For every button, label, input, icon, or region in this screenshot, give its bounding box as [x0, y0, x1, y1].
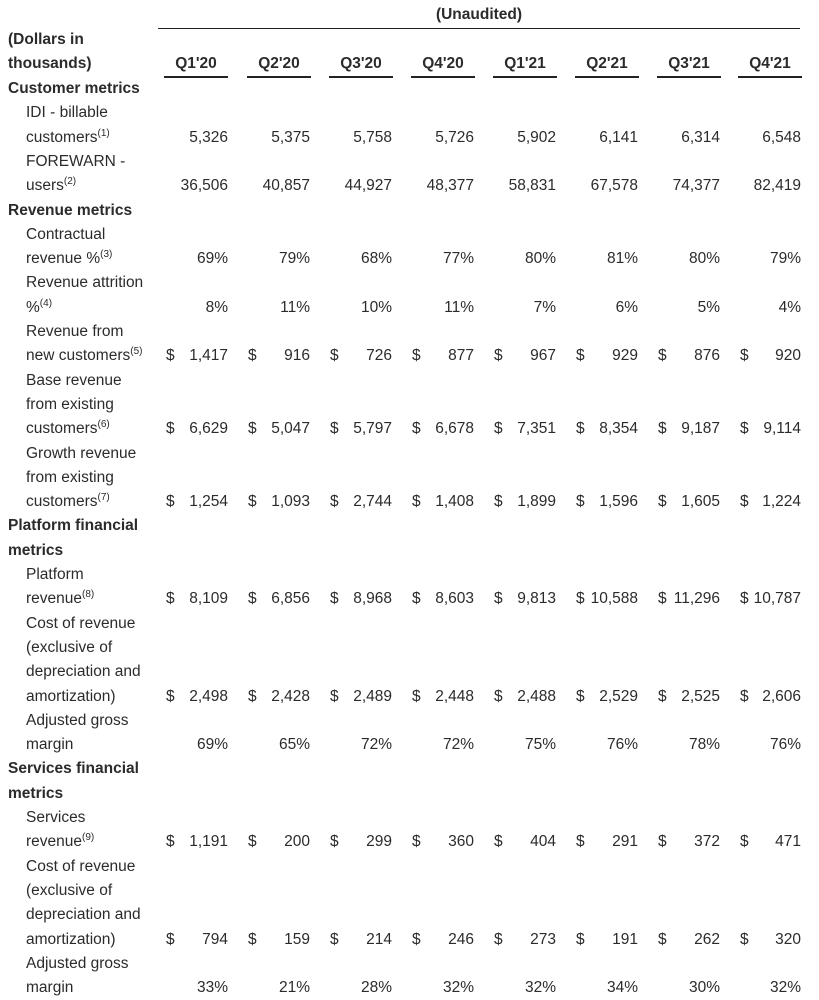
- currency-symbol: $: [248, 687, 257, 705]
- row-label: [26, 247, 112, 271]
- currency-symbol: $: [330, 687, 339, 705]
- row-label-text: new customers: [26, 347, 131, 365]
- unaudited-header: (Unaudited): [158, 0, 800, 29]
- currency-symbol: $: [740, 493, 749, 511]
- row-label: [26, 587, 94, 611]
- footnote-marker: (5): [130, 346, 143, 358]
- row-label-text: IDI - billable: [26, 104, 108, 122]
- currency-symbol: $: [412, 687, 421, 705]
- row-label-text: from existing: [26, 468, 114, 486]
- table-cell: 5,758: [353, 128, 392, 146]
- row-label: [26, 466, 114, 490]
- table-cell: 72%: [360, 736, 392, 754]
- table-cell: 8%: [205, 298, 228, 316]
- row-label-text: (exclusive of: [26, 881, 113, 899]
- row-label: [26, 636, 112, 660]
- table-cell: 2,498: [189, 687, 228, 705]
- quarter-header: Q4'21: [738, 52, 802, 78]
- table-cell: 2,606: [762, 687, 801, 705]
- row-label: [26, 976, 73, 1000]
- currency-symbol: $: [740, 590, 749, 608]
- currency-symbol: $: [494, 347, 503, 365]
- footnote-marker: (4): [39, 297, 53, 309]
- table-cell: 77%: [442, 250, 474, 268]
- currency-symbol: $: [248, 590, 257, 608]
- row-label: [26, 126, 110, 150]
- table-cell: 214: [366, 930, 392, 948]
- section-title: metrics: [8, 784, 64, 802]
- row-label-text: from existing: [26, 395, 114, 413]
- row-label-text: depreciation and: [26, 663, 141, 681]
- table-cell: 2,489: [353, 687, 392, 705]
- row-label-text: Growth revenue: [26, 444, 137, 462]
- currency-symbol: $: [330, 833, 339, 851]
- section-title: Customer metrics: [8, 80, 140, 97]
- row-label-text: revenue: [26, 590, 83, 608]
- row-label: [26, 296, 52, 320]
- table-cell: 1,596: [599, 493, 638, 511]
- table-cell: 191: [612, 930, 638, 948]
- currency-symbol: $: [330, 347, 339, 365]
- table-cell: 1,417: [189, 347, 228, 365]
- row-label-text: FOREWARN -: [26, 152, 126, 170]
- currency-symbol: $: [412, 420, 421, 438]
- currency-symbol: $: [248, 493, 257, 511]
- row-label-text: depreciation and: [26, 906, 141, 924]
- footnote-marker: (9): [82, 832, 95, 844]
- table-cell: 81%: [606, 250, 638, 268]
- table-cell: 299: [366, 833, 392, 851]
- row-label-text: revenue %: [26, 250, 101, 268]
- table-cell: 21%: [278, 979, 310, 997]
- table-cell: 404: [530, 833, 556, 851]
- table-cell: 2,428: [271, 687, 310, 705]
- currency-symbol: $: [330, 420, 339, 438]
- currency-symbol: $: [576, 493, 585, 511]
- table-cell: 2,448: [435, 687, 474, 705]
- quarter-header: Q4'20: [411, 52, 475, 78]
- currency-symbol: $: [658, 590, 667, 608]
- footnote-marker: (7): [97, 491, 110, 503]
- row-label: [26, 733, 73, 757]
- footnote-marker: (1): [97, 127, 110, 139]
- table-cell: 320: [775, 930, 801, 948]
- table-cell: 9,813: [517, 590, 556, 608]
- table-cell: 726: [366, 347, 392, 365]
- table-cell: 10,588: [590, 590, 638, 608]
- table-cell: 1,191: [189, 833, 228, 851]
- row-label-text: amortization): [26, 687, 116, 705]
- table-cell: 2,525: [681, 687, 720, 705]
- currency-symbol: $: [166, 833, 175, 851]
- table-cell: 876: [694, 347, 720, 365]
- row-label: [26, 563, 84, 587]
- row-label: [26, 952, 129, 976]
- table-cell: 9,187: [681, 420, 720, 438]
- table-cell: 246: [448, 930, 474, 948]
- table-cell: 8,109: [189, 590, 228, 608]
- table-cell: 200: [284, 833, 310, 851]
- table-cell: 7%: [533, 298, 556, 316]
- table-cell: 8,968: [353, 590, 392, 608]
- table-cell: 76%: [769, 736, 801, 754]
- quarter-header: Q2'21: [575, 52, 639, 78]
- table-cell: 360: [448, 833, 474, 851]
- table-cell: 65%: [278, 736, 310, 754]
- currency-symbol: $: [658, 930, 667, 948]
- table-cell: 5,047: [271, 420, 310, 438]
- row-label: [26, 150, 125, 174]
- row-label: [26, 830, 94, 854]
- footnote-marker: (6): [97, 419, 110, 431]
- table-cell: 33%: [196, 979, 228, 997]
- row-label: [26, 612, 135, 636]
- units-label-line: thousands): [8, 55, 92, 72]
- currency-symbol: $: [494, 833, 503, 851]
- table-cell: 68%: [360, 250, 392, 268]
- row-label-text: Services: [26, 809, 86, 826]
- currency-symbol: $: [494, 687, 503, 705]
- currency-symbol: $: [576, 833, 585, 851]
- table-cell: 10,787: [753, 590, 801, 608]
- table-cell: 8,354: [599, 420, 638, 438]
- footnote-marker: (3): [100, 248, 113, 260]
- units-label-line: (Dollars in: [8, 31, 84, 48]
- table-cell: 1,605: [681, 493, 720, 511]
- currency-symbol: $: [412, 833, 421, 851]
- currency-symbol: $: [330, 590, 339, 608]
- section-title: Platform financial: [8, 517, 139, 535]
- currency-symbol: $: [248, 833, 257, 851]
- row-label-text: Platform: [26, 566, 84, 583]
- table-cell: 291: [612, 833, 638, 851]
- row-label-text: customers: [26, 128, 98, 146]
- currency-symbol: $: [412, 493, 421, 511]
- quarter-header: Q1'21: [493, 52, 557, 78]
- currency-symbol: $: [412, 590, 421, 608]
- table-cell: 78%: [688, 736, 720, 754]
- table-cell: 1,408: [435, 493, 474, 511]
- table-cell: 69%: [196, 250, 228, 268]
- row-label-text: Adjusted gross: [26, 711, 129, 729]
- row-label-text: Cost of revenue: [26, 614, 136, 632]
- row-label: [26, 709, 129, 733]
- table-cell: 67,578: [590, 177, 638, 195]
- row-label: [26, 369, 122, 393]
- footnote-marker: (8): [82, 589, 95, 601]
- currency-symbol: $: [494, 590, 503, 608]
- table-cell: 372: [694, 833, 720, 851]
- table-cell: 44,927: [344, 177, 392, 195]
- currency-symbol: $: [740, 930, 749, 948]
- currency-symbol: $: [576, 590, 585, 608]
- row-label: [26, 271, 143, 295]
- table-cell: 11%: [444, 298, 474, 316]
- table-cell: 6,141: [599, 128, 638, 146]
- currency-symbol: $: [740, 347, 749, 365]
- table-cell: 6,548: [762, 128, 801, 146]
- table-cell: 11%: [280, 298, 310, 316]
- currency-symbol: $: [576, 687, 585, 705]
- row-label-text: Contractual: [26, 225, 106, 243]
- table-cell: 877: [448, 347, 474, 365]
- table-cell: 58,831: [508, 177, 556, 195]
- table-cell: 2,744: [353, 493, 392, 511]
- table-cell: 75%: [524, 736, 556, 754]
- currency-symbol: $: [740, 833, 749, 851]
- table-cell: 920: [775, 347, 801, 365]
- row-label: [26, 685, 116, 709]
- table-cell: 262: [694, 930, 720, 948]
- table-cell: 2,488: [517, 687, 556, 705]
- currency-symbol: $: [248, 420, 257, 438]
- table-cell: 76%: [606, 736, 638, 754]
- table-cell: 1,254: [189, 493, 228, 511]
- row-label: [26, 393, 114, 417]
- currency-symbol: $: [576, 420, 585, 438]
- table-cell: 6%: [615, 298, 638, 316]
- currency-symbol: $: [658, 420, 667, 438]
- currency-symbol: $: [412, 347, 421, 365]
- currency-symbol: $: [166, 347, 175, 365]
- currency-symbol: $: [658, 687, 667, 705]
- row-label-text: margin: [26, 736, 74, 754]
- row-label-text: Revenue attrition: [26, 274, 144, 292]
- table-cell: 36,506: [180, 177, 228, 195]
- table-cell: 5,326: [189, 128, 228, 146]
- table-cell: 5%: [697, 298, 720, 316]
- table-cell: 40,857: [262, 177, 310, 195]
- quarter-header: Q1'20: [164, 52, 228, 78]
- table-cell: 794: [202, 930, 228, 948]
- table-cell: 32%: [524, 979, 556, 997]
- table-cell: 72%: [442, 736, 474, 754]
- currency-symbol: $: [658, 833, 667, 851]
- section-title: metrics: [8, 541, 64, 559]
- currency-symbol: $: [166, 687, 175, 705]
- table-cell: 7,351: [517, 420, 556, 438]
- row-label: [26, 879, 112, 903]
- quarter-header: Q3'21: [657, 52, 721, 78]
- table-cell: 2,529: [599, 687, 638, 705]
- table-cell: 11,296: [673, 590, 720, 608]
- currency-symbol: $: [576, 347, 585, 365]
- table-cell: 471: [775, 833, 801, 851]
- row-label: [26, 928, 116, 952]
- table-cell: 1,093: [271, 493, 310, 511]
- table-cell: 4%: [778, 298, 801, 316]
- row-label-text: Adjusted gross: [26, 954, 129, 972]
- row-label: [26, 174, 76, 198]
- row-label-text: revenue: [26, 833, 83, 851]
- row-label-text: Base revenue: [26, 371, 122, 389]
- table-cell: 1,224: [762, 493, 801, 511]
- row-label-text: %: [26, 298, 40, 316]
- table-cell: 5,726: [435, 128, 474, 146]
- row-label: [26, 442, 136, 466]
- row-label-text: customers: [26, 493, 98, 511]
- table-cell: 79%: [769, 250, 801, 268]
- table-cell: 1,899: [517, 493, 556, 511]
- table-cell: 5,797: [353, 420, 392, 438]
- table-cell: 30%: [688, 979, 720, 997]
- currency-symbol: $: [248, 347, 257, 365]
- currency-symbol: $: [576, 930, 585, 948]
- row-label-text: Cost of revenue: [26, 857, 136, 875]
- currency-symbol: $: [166, 590, 175, 608]
- table-cell: 79%: [278, 250, 310, 268]
- table-cell: 5,902: [517, 128, 556, 146]
- table-cell: 32%: [769, 979, 801, 997]
- table-cell: 5,375: [271, 128, 310, 146]
- section-title: Services financial: [8, 760, 139, 778]
- table-cell: 80%: [524, 250, 556, 268]
- row-label: [26, 903, 141, 927]
- currency-symbol: $: [658, 493, 667, 511]
- table-cell: 929: [612, 347, 638, 365]
- row-label: [26, 855, 135, 879]
- row-label: [26, 320, 123, 344]
- footnote-marker: (2): [63, 176, 77, 188]
- currency-symbol: $: [166, 420, 175, 438]
- currency-symbol: $: [248, 930, 257, 948]
- row-label: [26, 101, 108, 125]
- table-cell: 82,419: [753, 177, 801, 195]
- currency-symbol: $: [494, 493, 503, 511]
- table-cell: 6,314: [681, 128, 720, 146]
- currency-symbol: $: [412, 930, 421, 948]
- section-title: Revenue metrics: [8, 201, 133, 219]
- currency-symbol: $: [740, 687, 749, 705]
- table-cell: 69%: [196, 736, 228, 754]
- table-cell: 34%: [606, 979, 638, 997]
- table-cell: 9,114: [763, 420, 801, 438]
- currency-symbol: $: [494, 930, 503, 948]
- table-cell: 6,678: [435, 420, 474, 438]
- table-cell: 28%: [360, 979, 392, 997]
- currency-symbol: $: [658, 347, 667, 365]
- row-label: [26, 223, 105, 247]
- table-cell: 8,603: [435, 590, 474, 608]
- table-cell: 6,856: [271, 590, 310, 608]
- row-label-text: customers: [26, 420, 98, 438]
- row-label-text: users: [26, 177, 64, 195]
- row-label: [26, 417, 110, 441]
- table-cell: 80%: [688, 250, 720, 268]
- row-label: [26, 344, 142, 368]
- currency-symbol: $: [494, 420, 503, 438]
- table-cell: 967: [530, 347, 556, 365]
- row-label-text: amortization): [26, 930, 116, 948]
- units-label: [8, 28, 158, 76]
- table-cell: 916: [284, 347, 310, 365]
- row-label-text: margin: [26, 979, 74, 997]
- row-label: [26, 660, 141, 684]
- table-cell: 32%: [442, 979, 474, 997]
- currency-symbol: $: [166, 493, 175, 511]
- table-cell: 10%: [360, 298, 392, 316]
- currency-symbol: $: [330, 930, 339, 948]
- currency-symbol: $: [166, 930, 175, 948]
- row-label: [26, 490, 110, 514]
- table-cell: 48,377: [426, 177, 474, 195]
- row-label-text: Revenue from: [26, 323, 124, 340]
- row-label: [26, 806, 85, 830]
- table-cell: 273: [530, 930, 556, 948]
- quarter-header: Q2'20: [247, 52, 311, 78]
- currency-symbol: $: [330, 493, 339, 511]
- currency-symbol: $: [740, 420, 749, 438]
- row-label-text: (exclusive of: [26, 638, 113, 656]
- table-cell: 74,377: [672, 177, 720, 195]
- table-cell: 159: [284, 930, 310, 948]
- quarter-header: Q3'20: [329, 52, 393, 78]
- table-cell: 6,629: [189, 420, 228, 438]
